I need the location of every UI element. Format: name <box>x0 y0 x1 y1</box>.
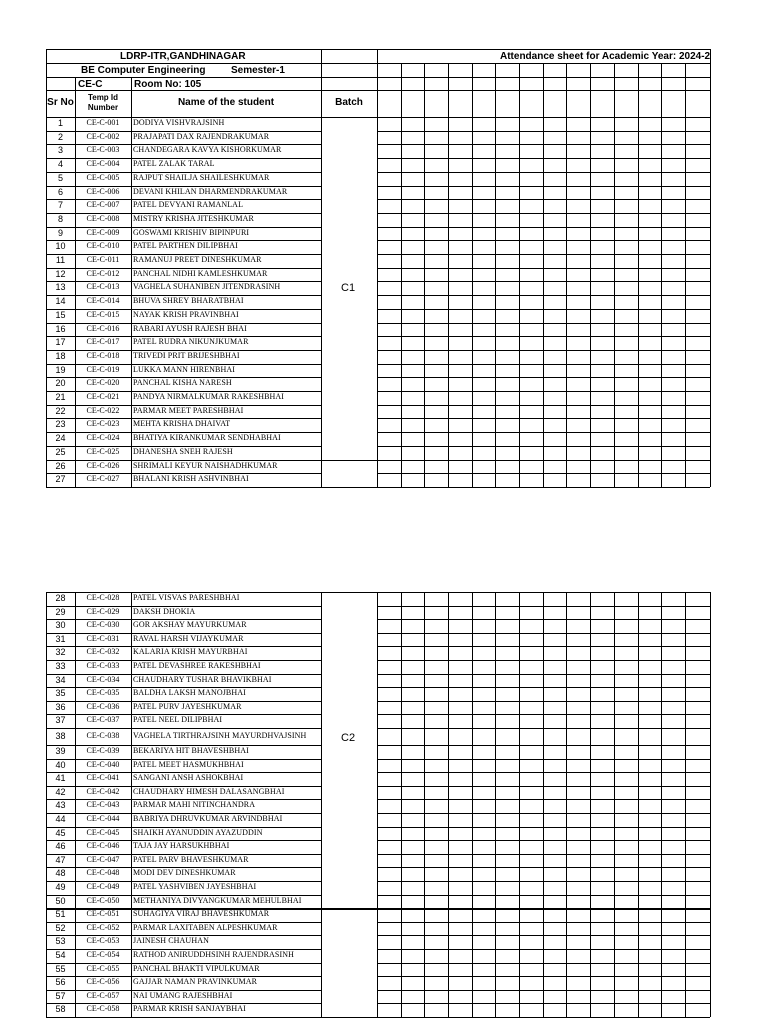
student-name-cell: METHANIYA DIVYANGKUMAR MEHULBHAI <box>133 895 302 905</box>
temp-id-cell: CE-C-021 <box>86 392 120 401</box>
sr-no-cell: 24 <box>55 433 66 444</box>
sr-no-cell: 19 <box>55 364 66 375</box>
temp-id-cell: CE-C-019 <box>86 364 120 374</box>
table-row <box>0 158 768 172</box>
sr-no-cell: 49 <box>55 882 66 892</box>
temp-id-cell: CE-C-018 <box>86 350 120 360</box>
student-name-cell: SHAIKH AYANUDDIN AYAZUDDIN <box>133 827 263 837</box>
table-row <box>0 240 768 254</box>
temp-id-cell: CE-C-028 <box>86 593 120 602</box>
temp-id-cell: CE-C-052 <box>86 922 120 932</box>
table-row <box>0 131 768 145</box>
temp-id-cell: CE-C-053 <box>86 936 120 946</box>
student-name-cell: CHANDEGARA KAVYA KISHORKUMAR <box>133 145 282 155</box>
student-name-cell: PATEL PARV BHAVESHKUMAR <box>133 854 249 864</box>
student-name-cell: VAGHELA TIRTHRAJSINH MAYURDHVAJSINH <box>133 731 307 740</box>
student-name-cell: PATEL RUDRA NIKUNJKUMAR <box>133 337 249 347</box>
temp-id-cell: CE-C-057 <box>86 990 120 1000</box>
temp-id-cell: CE-C-015 <box>86 309 120 319</box>
table-row <box>0 186 768 200</box>
student-name-cell: DODIYA VISHVRAJSINH <box>133 118 225 127</box>
student-name-cell: CHAUDHARY HIMESH DALASANGBHAI <box>133 786 285 796</box>
temp-id-cell: CE-C-032 <box>86 647 120 657</box>
grid-line-h <box>377 487 710 488</box>
grid-line-v <box>710 49 711 117</box>
student-name-cell: BHALANI KRISH ASHVINBHAI <box>133 474 249 484</box>
col-header-name: Name of the student <box>177 97 275 108</box>
sr-no-cell: 48 <box>55 868 66 879</box>
sr-no-cell: 45 <box>55 827 66 838</box>
grid-line-h <box>377 1017 710 1018</box>
grid-line-h <box>321 1017 377 1018</box>
grid-line-h <box>46 487 321 488</box>
sr-no-cell: 57 <box>55 990 66 1001</box>
table-row <box>0 227 768 241</box>
student-name-cell: PANCHAL KISHA NARESH <box>133 378 232 388</box>
temp-id-cell: CE-C-016 <box>86 323 120 333</box>
sr-no-cell: 44 <box>55 814 66 824</box>
table-row <box>0 432 768 446</box>
col-header-batch: Batch <box>335 97 363 108</box>
sr-no-cell: 16 <box>55 323 66 334</box>
grid-line-v <box>685 63 686 117</box>
sr-no-cell: 6 <box>57 186 63 197</box>
grid-line-v <box>424 63 425 117</box>
sr-no-cell: 40 <box>55 759 66 770</box>
student-name-cell: PATEL MEET HASMUKHBHAI <box>133 759 244 769</box>
temp-id-cell: CE-C-055 <box>86 963 120 973</box>
student-name-cell: TRIVEDI PRIT BRIJESHBHAI <box>133 350 240 360</box>
temp-id-cell: CE-C-051 <box>86 909 120 919</box>
temp-id-cell: CE-C-022 <box>86 405 120 415</box>
temp-id-cell: CE-C-042 <box>86 786 120 796</box>
table-row <box>0 745 768 759</box>
grid-line-v <box>519 63 520 117</box>
table-row <box>0 949 768 963</box>
batch-label-c1: C1 <box>341 282 356 294</box>
temp-id-cell: CE-C-033 <box>86 661 120 670</box>
student-name-cell: DHANESHA SNEH RAJESH <box>133 446 233 456</box>
sr-no-cell: 20 <box>55 378 66 389</box>
student-name-cell: GOR AKSHAY MAYURKUMAR <box>133 620 247 630</box>
grid-line-v <box>46 49 47 117</box>
student-name-cell: DAKSH DHOKIA <box>133 606 196 616</box>
table-row <box>0 1003 768 1017</box>
sr-no-cell: 7 <box>57 200 63 211</box>
table-row <box>0 867 768 881</box>
temp-id-cell: CE-C-035 <box>86 688 120 698</box>
table-row <box>0 460 768 474</box>
table-row <box>0 405 768 419</box>
student-name-cell: BHUVA SHREY BHARATBHAI <box>133 296 244 306</box>
sr-no-cell: 43 <box>55 800 66 811</box>
sr-no-cell: 5 <box>57 172 63 183</box>
program-label: BE Computer Engineering <box>81 65 206 76</box>
sr-no-cell: 31 <box>55 633 66 644</box>
sr-no-cell: 28 <box>55 593 66 603</box>
table-row <box>0 759 768 773</box>
temp-id-cell: CE-C-050 <box>86 895 120 905</box>
temp-id-cell: CE-C-039 <box>86 746 120 755</box>
table-row <box>0 199 768 213</box>
temp-id-cell: CE-C-017 <box>86 337 120 347</box>
sr-no-cell: 50 <box>55 895 66 906</box>
batch-label-c2: C2 <box>341 732 356 744</box>
sr-no-cell: 38 <box>55 731 66 741</box>
student-name-cell: SUHAGIYA VIRAJ BHAVESHKUMAR <box>133 909 270 919</box>
student-name-cell: PANCHAL BHAKTI VIPULKUMAR <box>133 963 260 973</box>
temp-id-cell: CE-C-012 <box>86 268 120 278</box>
temp-id-cell: CE-C-049 <box>86 882 120 891</box>
temp-id-cell: CE-C-007 <box>86 200 120 210</box>
student-name-cell: MODI DEV DINESHKUMAR <box>133 868 236 878</box>
sr-no-cell: 32 <box>55 647 66 658</box>
student-name-cell: VAGHELA SUHANIBEN JITENDRASINH <box>133 282 281 292</box>
student-name-cell: JAINESH CHAUHAN <box>133 936 209 946</box>
sr-no-cell: 11 <box>55 255 66 265</box>
student-name-cell: PARMAR KRISH SANJAYBHAI <box>133 1004 246 1014</box>
grid-line-v <box>75 77 76 117</box>
sr-no-cell: 55 <box>55 963 66 974</box>
temp-id-cell: CE-C-037 <box>86 715 120 725</box>
table-row <box>0 714 768 728</box>
temp-id-cell: CE-C-006 <box>86 186 120 196</box>
sr-no-cell: 34 <box>55 674 66 685</box>
sr-no-cell: 51 <box>55 909 66 920</box>
student-name-cell: PATEL ZALAK TARAL <box>133 159 215 169</box>
grid-line-v <box>448 63 449 117</box>
sr-no-cell: 2 <box>57 131 63 142</box>
table-row <box>0 336 768 350</box>
table-row <box>0 728 768 745</box>
table-row <box>0 323 768 337</box>
student-name-cell: PATEL DEVASHREE RAKESHBHAI <box>133 661 261 670</box>
institute-title: LDRP-ITR,GANDHINAGAR <box>120 51 246 62</box>
table-row <box>0 117 768 131</box>
table-row <box>0 840 768 854</box>
table-row <box>0 309 768 323</box>
sr-no-cell: 27 <box>55 474 66 485</box>
grid-line-v <box>377 49 378 117</box>
grid-line-h <box>321 49 377 50</box>
attendance-title: Attendance sheet for Academic Year: 2024-2 <box>500 51 710 62</box>
student-name-cell: DEVANI KHILAN DHARMENDRAKUMAR <box>133 186 288 196</box>
sr-no-cell: 9 <box>57 227 63 238</box>
table-row <box>0 213 768 227</box>
temp-id-cell: CE-C-003 <box>86 145 120 155</box>
sr-no-cell: 33 <box>55 661 66 671</box>
student-name-cell: MISTRY KRISHA JITESHKUMAR <box>133 213 254 223</box>
table-row <box>0 963 768 977</box>
table-row <box>0 350 768 364</box>
table-row <box>0 674 768 688</box>
col-header-temp-id-2: Number <box>87 103 119 112</box>
grid-line-h <box>46 63 377 64</box>
grid-line-h <box>377 49 710 50</box>
temp-id-cell: CE-C-054 <box>86 950 120 959</box>
grid-line-v <box>543 63 544 117</box>
sr-no-cell: 12 <box>55 268 66 279</box>
student-name-cell: NAYAK KRISH PRAVINBHAI <box>133 309 239 319</box>
grid-line-v <box>472 63 473 117</box>
temp-id-cell: CE-C-013 <box>86 282 120 292</box>
table-row <box>0 144 768 158</box>
sr-no-cell: 3 <box>57 145 63 156</box>
grid-line-h <box>321 487 377 488</box>
temp-id-cell: CE-C-004 <box>86 159 120 169</box>
table-row <box>0 687 768 701</box>
table-row <box>0 364 768 378</box>
sr-no-cell: 18 <box>55 350 66 361</box>
table-row <box>0 268 768 282</box>
sr-no-cell: 46 <box>55 841 66 852</box>
student-name-cell: BABRIYA DHRUVKUMAR ARVINDBHAI <box>133 814 283 823</box>
temp-id-cell: CE-C-040 <box>86 759 120 769</box>
grid-line-v <box>566 63 567 117</box>
student-name-cell: SANGANI ANSH ASHOKBHAI <box>133 773 244 783</box>
sr-no-cell: 10 <box>55 241 66 252</box>
sr-no-cell: 53 <box>55 936 66 947</box>
temp-id-cell: CE-C-005 <box>86 172 120 182</box>
table-row <box>0 701 768 715</box>
temp-id-cell: CE-C-034 <box>86 674 120 684</box>
student-name-cell: RAJPUT SHAILJA SHAILESHKUMAR <box>133 172 270 182</box>
student-name-cell: CHAUDHARY TUSHAR BHAVIKBHAI <box>133 674 272 684</box>
student-name-cell: BHATIYA KIRANKUMAR SENDHABHAI <box>133 433 281 443</box>
grid-line-v <box>614 63 615 117</box>
student-name-cell: LUKKA MANN HIRENBHAI <box>133 364 235 374</box>
temp-id-cell: CE-C-010 <box>86 241 120 251</box>
temp-id-cell: CE-C-031 <box>86 633 120 643</box>
student-name-cell: TAJA JAY HARSUKHBHAI <box>133 841 230 851</box>
sr-no-cell: 35 <box>55 688 66 699</box>
student-name-cell: BALDHA LAKSH MANOJBHAI <box>133 688 246 698</box>
sr-no-cell: 30 <box>55 620 66 631</box>
temp-id-cell: CE-C-036 <box>86 701 120 711</box>
table-row <box>0 606 768 620</box>
table-row <box>0 827 768 841</box>
table-row <box>0 418 768 432</box>
sr-no-cell: 41 <box>55 773 66 784</box>
student-name-cell: PATEL PARTHEN DILIPBHAI <box>133 241 238 251</box>
table-row <box>0 473 768 487</box>
temp-id-cell: CE-C-029 <box>86 606 120 616</box>
sr-no-cell: 37 <box>55 715 66 726</box>
student-name-cell: BEKARIYA HIT BHAVESHBHAI <box>133 746 249 755</box>
sr-no-cell: 47 <box>55 854 66 865</box>
temp-id-cell: CE-C-008 <box>86 213 120 223</box>
student-name-cell: PATEL VISVAS PARESHBHAI <box>133 593 240 602</box>
sr-no-cell: 17 <box>55 337 66 348</box>
division-label: CE-C <box>78 79 103 90</box>
sr-no-cell: 1 <box>57 118 63 128</box>
student-name-cell: PANDYA NIRMALKUMAR RAKESHBHAI <box>133 392 285 401</box>
temp-id-cell: CE-C-046 <box>86 841 120 851</box>
student-name-cell: KALARIA KRISH MAYURBHAI <box>133 647 248 657</box>
sr-no-cell: 14 <box>55 296 66 307</box>
table-row <box>0 908 768 922</box>
student-name-cell: NAI UMANG RAJESHBHAI <box>133 990 233 1000</box>
table-row <box>0 660 768 674</box>
table-row <box>0 786 768 800</box>
grid-line-v <box>131 77 132 117</box>
sr-no-cell: 56 <box>55 977 66 988</box>
student-name-cell: PARMAR MAHI NITINCHANDRA <box>133 800 256 810</box>
grid-line-h <box>46 77 377 78</box>
grid-line-v <box>590 63 591 117</box>
student-name-cell: GAJJAR NAMAN PRAVINKUMAR <box>133 977 258 987</box>
temp-id-cell: CE-C-043 <box>86 800 120 810</box>
temp-id-cell: CE-C-002 <box>86 131 120 141</box>
grid-line-v <box>321 49 322 117</box>
grid-line-v <box>661 63 662 117</box>
sr-no-cell: 58 <box>55 1004 66 1015</box>
student-name-cell: SHRIMALI KEYUR NAISHADHKUMAR <box>133 460 278 470</box>
grid-line-h <box>46 1017 321 1018</box>
col-header-temp-id-1: Temp Id <box>87 93 119 102</box>
grid-line-v <box>638 63 639 117</box>
student-name-cell: RABARI AYUSH RAJESH BHAI <box>133 323 247 333</box>
table-row <box>0 446 768 460</box>
table-row <box>0 976 768 990</box>
sr-no-cell: 23 <box>55 419 66 430</box>
student-name-cell: GOSWAMI KRISHIV BIPINPURI <box>133 227 250 237</box>
grid-line-h <box>46 49 321 50</box>
table-row <box>0 854 768 868</box>
sr-no-cell: 22 <box>55 405 66 416</box>
temp-id-cell: CE-C-027 <box>86 474 120 484</box>
student-name-cell: PATEL PURV JAYESHKUMAR <box>133 701 242 711</box>
temp-id-cell: CE-C-020 <box>86 378 120 388</box>
student-name-cell: PATEL DEVYANI RAMANLAL <box>133 200 244 210</box>
table-row <box>0 881 768 895</box>
student-name-cell: MEHTA KRISHA DHAIVAT <box>133 419 231 429</box>
temp-id-cell: CE-C-001 <box>86 118 120 127</box>
grid-line-v <box>401 63 402 117</box>
student-name-cell: PATEL NEEL DILIPBHAI <box>133 715 223 725</box>
temp-id-cell: CE-C-047 <box>86 854 120 864</box>
table-row <box>0 799 768 813</box>
table-row <box>0 922 768 936</box>
temp-id-cell: CE-C-023 <box>86 419 120 429</box>
temp-id-cell: CE-C-038 <box>86 731 120 740</box>
grid-line-v <box>495 63 496 117</box>
table-row <box>0 377 768 391</box>
temp-id-cell: CE-C-024 <box>86 433 120 443</box>
temp-id-cell: CE-C-044 <box>86 814 120 823</box>
sr-no-cell: 42 <box>55 786 66 797</box>
sr-no-cell: 15 <box>55 309 66 320</box>
student-name-cell: RAVAL HARSH VIJAYKUMAR <box>133 633 244 643</box>
student-name-cell: RATHOD ANIRUDDHSINH RAJENDRASINH <box>133 950 294 959</box>
sr-no-cell: 25 <box>55 446 66 457</box>
table-row <box>0 646 768 660</box>
temp-id-cell: CE-C-026 <box>86 460 120 470</box>
sr-no-cell: 36 <box>55 701 66 712</box>
sr-no-cell: 54 <box>55 950 66 960</box>
sr-no-cell: 4 <box>57 159 63 170</box>
student-name-cell: PATEL YASHVIBEN JAYESHBHAI <box>133 882 257 891</box>
temp-id-cell: CE-C-045 <box>86 827 120 837</box>
sr-no-cell: 21 <box>55 392 66 402</box>
table-row <box>0 172 768 186</box>
temp-id-cell: CE-C-058 <box>86 1004 120 1014</box>
room-label: Room No: 105 <box>134 79 202 90</box>
table-row <box>0 254 768 268</box>
temp-id-cell: CE-C-011 <box>86 255 120 264</box>
sr-no-cell: 29 <box>55 606 66 617</box>
temp-id-cell: CE-C-030 <box>86 620 120 630</box>
sr-no-cell: 8 <box>57 213 63 224</box>
student-name-cell: PARMAR LAXITABEN ALPESHKUMAR <box>133 922 278 932</box>
temp-id-cell: CE-C-048 <box>86 868 120 878</box>
table-row <box>0 813 768 827</box>
sr-no-cell: 52 <box>55 922 66 933</box>
temp-id-cell: CE-C-025 <box>86 446 120 456</box>
student-name-cell: RAMANUJ PREET DINESHKUMAR <box>133 255 262 264</box>
temp-id-cell: CE-C-009 <box>86 227 120 237</box>
temp-id-cell: CE-C-056 <box>86 977 120 987</box>
sr-no-cell: 39 <box>55 746 66 756</box>
student-name-cell: PARMAR MEET PARESHBHAI <box>133 405 244 415</box>
table-row <box>0 990 768 1004</box>
table-row <box>0 772 768 786</box>
student-name-cell: PRAJAPATI DAX RAJENDRAKUMAR <box>133 131 270 141</box>
temp-id-cell: CE-C-014 <box>86 296 120 306</box>
table-row <box>0 895 768 909</box>
grid-line-h <box>46 90 377 91</box>
table-row <box>0 592 768 606</box>
temp-id-cell: CE-C-041 <box>86 773 120 783</box>
table-row <box>0 619 768 633</box>
col-header-sr-no: Sr No <box>47 97 74 108</box>
table-row <box>0 281 768 295</box>
table-row <box>0 935 768 949</box>
table-row <box>0 633 768 647</box>
student-name-cell: PANCHAL NIDHI KAMLESHKUMAR <box>133 268 268 278</box>
table-row <box>0 295 768 309</box>
semester-label: Semester-1 <box>231 65 285 76</box>
sr-no-cell: 13 <box>55 282 66 293</box>
table-row <box>0 391 768 405</box>
sr-no-cell: 26 <box>55 460 66 471</box>
